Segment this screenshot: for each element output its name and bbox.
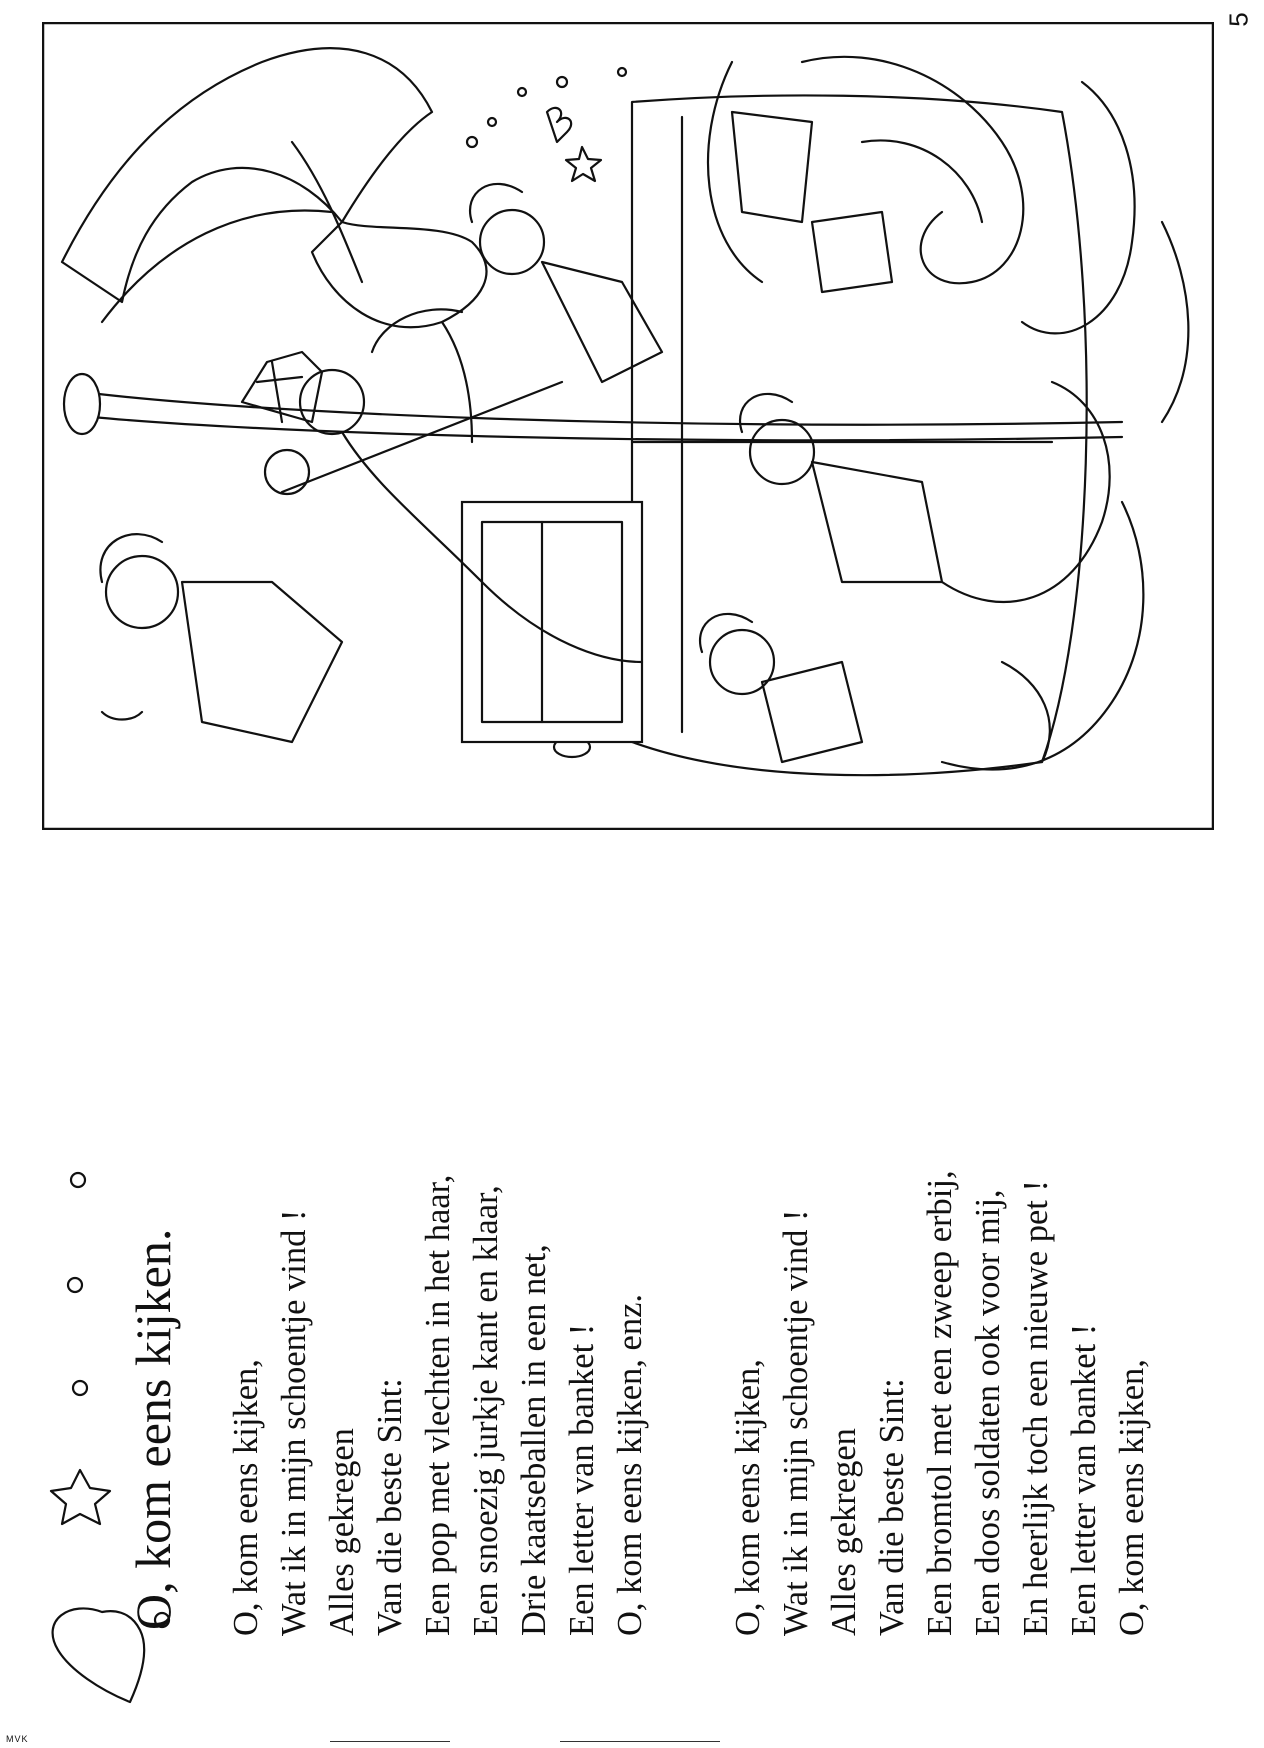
footer-mark: MVK	[6, 1734, 29, 1744]
footer-rule	[330, 1741, 450, 1742]
verse-line: En heerlijk toch een nieuwe pet !	[1017, 1180, 1055, 1636]
song-title: O, kom eens kijken.	[125, 1228, 181, 1630]
verse-line: Alles gekregen	[323, 1428, 361, 1636]
sinterklaas-boat-illustration	[42, 22, 1214, 830]
verse-line: Van die beste Sint:	[371, 1378, 409, 1636]
cabin-window	[462, 502, 642, 742]
verse-line: O, kom eens kijken,	[729, 1359, 767, 1636]
verse-line: O, kom eens kijken,	[227, 1359, 265, 1636]
song-text-block	[0, 868, 1264, 1748]
verse-2	[724, 1170, 1156, 1636]
verse-line: Een pop met vlechten in het haar,	[419, 1174, 457, 1636]
verse-line: Een bromtol met een zweep erbij,	[921, 1170, 959, 1636]
verse-line: Een letter van banket !	[563, 1323, 601, 1636]
verse-line: O, kom eens kijken, enz.	[611, 1293, 649, 1636]
page-number: 5	[1223, 12, 1254, 27]
verse-line: Wat ik in mijn schoentje vind !	[275, 1209, 313, 1636]
verse-line: O, kom eens kijken,	[1113, 1359, 1151, 1636]
verse-line: Drie kaatseballen in een net,	[515, 1244, 553, 1636]
verse-line: Een snoezig jurkje kant en klaar,	[467, 1185, 505, 1636]
verse-line: Alles gekregen	[825, 1428, 863, 1636]
verse-line: Een doos soldaten ook voor mij,	[969, 1189, 1007, 1636]
footer-rule	[560, 1741, 720, 1742]
verse-line: Een letter van banket !	[1065, 1323, 1103, 1636]
verse-1	[222, 1175, 654, 1636]
verse-line: Wat ik in mijn schoentje vind !	[777, 1209, 815, 1636]
verse-line: Van die beste Sint:	[873, 1378, 911, 1636]
